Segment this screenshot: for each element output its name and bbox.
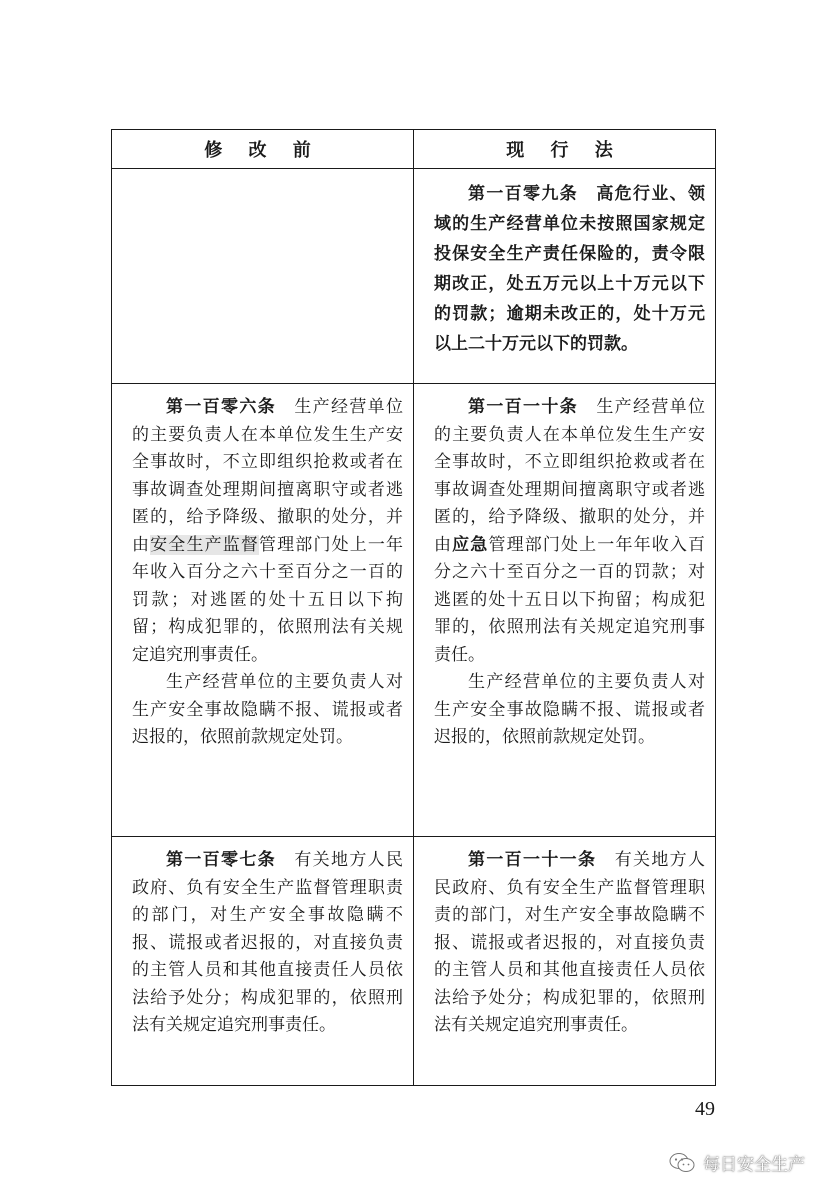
- highlighted-text: 安全生产监督: [150, 534, 260, 555]
- table-header-row: [112, 130, 716, 169]
- article-paragraph: [434, 179, 705, 359]
- article-text: 管理部门处上一年年收入百分之六十至百分之一百的罚款；对逃匿的处十五日以下拘留；构成犯罪的，依照刑法有关规定追究刑事责任。: [434, 534, 706, 665]
- article-paragraph: 生产经营单位的主要负责人对生产安全事故隐瞒不报、谎报或者迟报的，依照前款规定处罚。: [434, 672, 705, 747]
- article-number: 第一百零九条: [468, 184, 578, 204]
- table-row: [112, 169, 716, 384]
- article-number: 第一百零六条: [166, 397, 276, 417]
- page-number: 49: [695, 1098, 715, 1120]
- watermark: [669, 1150, 805, 1175]
- article-text: 高危行业、领域的生产经营单位未按照国家规定投保安全生产责任保险的，责令限期改正，处五万元以上十万元以下的罚款；逾期未改正的，处十万元以上二十万元以下的罚款。: [434, 184, 706, 354]
- article-number: 第一百零七条: [166, 850, 276, 870]
- article-text: 生产经营单位的主要负责人在本单位发生生产安全事故时，不立即组织抢救或者在事故调查处理期间擅离职守或者逃匿的，给予降级、撤职的处分，并由: [132, 397, 404, 555]
- article-text: 管理部门处上一年年收入百分之六十至百分之一百的罚款；对逃匿的处十五日以下拘留；构成犯罪的，依照刑法有关规定追究刑事责任。: [132, 534, 404, 665]
- article-paragraph: [132, 394, 403, 669]
- article-paragraph: [132, 847, 403, 1040]
- emphasized-text: 应急: [452, 534, 489, 555]
- article-text: 有关地方人民政府、负有安全生产监督管理职责的部门，对生产安全事故隐瞒不报、谎报或者迟报的，对直接负责的主管人员和其他直接责任人员依法给予处分；构成犯罪的，依照刑法有关规定追究刑事责任。: [434, 850, 706, 1035]
- table-row: [112, 837, 716, 1086]
- cell-current: [414, 837, 716, 1086]
- header-current-law: 现 行 法: [414, 130, 716, 169]
- cell-current: [414, 384, 716, 837]
- cell-current: [414, 169, 716, 384]
- article-paragraph: 生产经营单位的主要负责人对生产安全事故隐瞒不报、谎报或者迟报的，依照前款规定处罚。: [132, 672, 403, 747]
- watermark-text: 每日安全生产: [703, 1155, 805, 1175]
- cell-before: [112, 384, 414, 837]
- cell-before-empty: [112, 169, 414, 384]
- article-number: 第一百一十一条: [468, 850, 597, 870]
- article-paragraph: [434, 847, 705, 1040]
- cell-before: [112, 837, 414, 1086]
- table-row: [112, 384, 716, 837]
- article-number: 第一百一十条: [468, 397, 578, 417]
- header-before-revision: 修 改 前: [112, 130, 414, 169]
- article-text: 生产经营单位的主要负责人在本单位发生生产安全事故时，不立即组织抢救或者在事故调查处理期间擅离职守或者逃匿的，给予降级、撤职的处分，并由: [434, 397, 706, 555]
- article-paragraph: [434, 394, 705, 669]
- comparison-table: [111, 129, 716, 1086]
- article-text: 有关地方人民政府、负有安全生产监督管理职责的部门，对生产安全事故隐瞒不报、谎报或者迟报的，对直接负责的主管人员和其他直接责任人员依法给予处分；构成犯罪的，依照刑法有关规定追究刑事责任。: [132, 850, 404, 1035]
- wechat-icon: [669, 1152, 695, 1174]
